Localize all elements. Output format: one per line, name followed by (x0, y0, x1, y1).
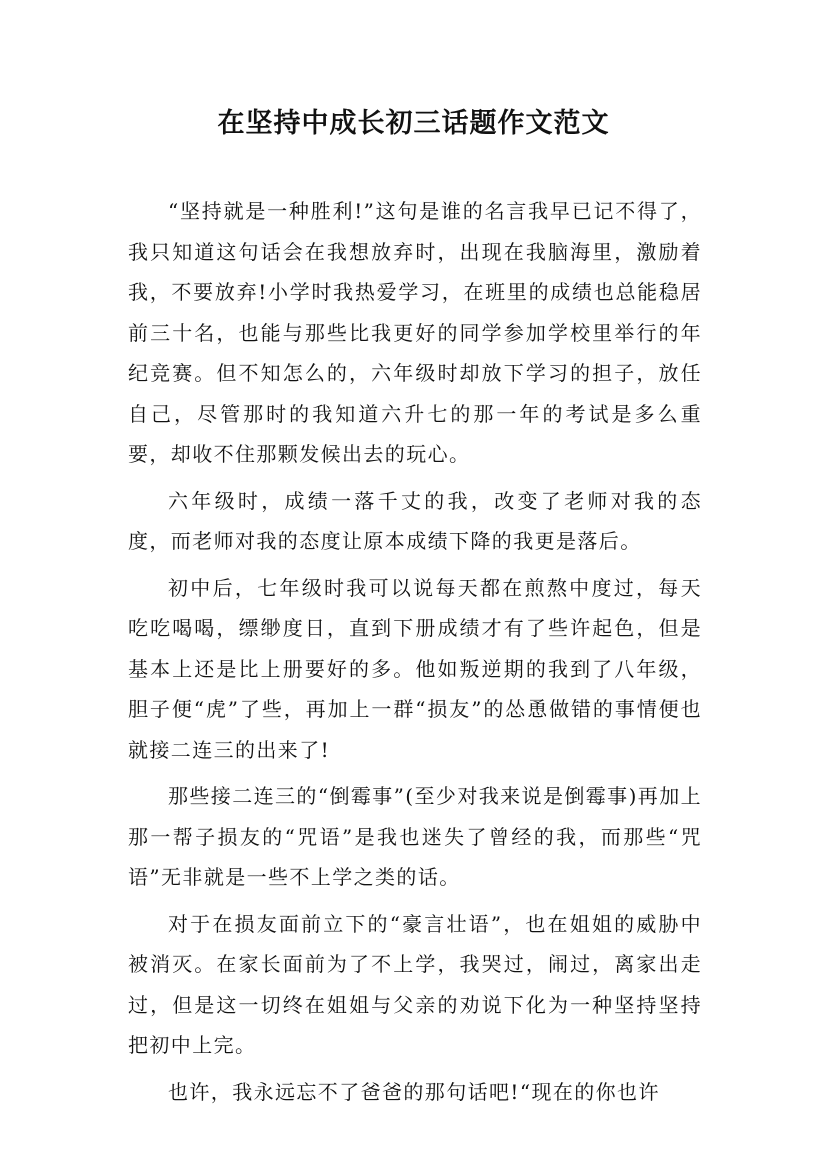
document-body (128, 191, 702, 1118)
paragraph-2: 六年级时，成绩一落千丈的我，改变了老师对我的态度，而老师对我的态度让原本成绩下降的我更是落后。 (128, 488, 702, 553)
paragraph-4: 那些接二连三的“倒霉事”(至少对我来说是倒霉事)再加上那一帮子损友的“咒语”是我也迷失了曾经的我，而那些“咒语”无非就是一些不上学之类的话。 (128, 784, 702, 889)
paragraph-1: “坚持就是一种胜利!”这句是谁的名言我早已记不得了，我只知道这句话会在我想放弃时，出现在我脑海里，激励着我，不要放弃!小学时我热爱学习，在班里的成绩也总能稳居前三十名，也能与那些比我更好的同学参加学校里举行的年纪竞赛。但不知怎么的，六年级时却放下学习的担子，放任自己，尽管那时的我知道六升七的那一年的考试是多么重要，却收不住那颗发候出去的玩心。 (128, 199, 702, 466)
document-title: 在坚持中成长初三话题作文范文 (217, 108, 610, 139)
paragraph-5: 对于在损友面前立下的“豪言壮语”，也在姐姐的威胁中被消灭。在家长面前为了不上学，我哭过，闹过，离家出走过，但是这一切终在姐姐与父亲的劝说下化为一种坚持坚持把初中上完。 (128, 911, 702, 1057)
paragraph-3: 初中后，七年级时我可以说每天都在煎熬中度过，每天吃吃喝喝，缥缈度日，直到下册成绩才有了些许起色，但是基本上还是比上册要好的多。他如叛逆期的我到了八年级，胆子便“虎”了些，再加上一群“损友”的怂恿做错的事情便也就接二连三的出来了! (128, 575, 702, 762)
paragraph-6: 也许，我永远忘不了爸爸的那句话吧!“现在的你也许 (168, 1079, 660, 1104)
